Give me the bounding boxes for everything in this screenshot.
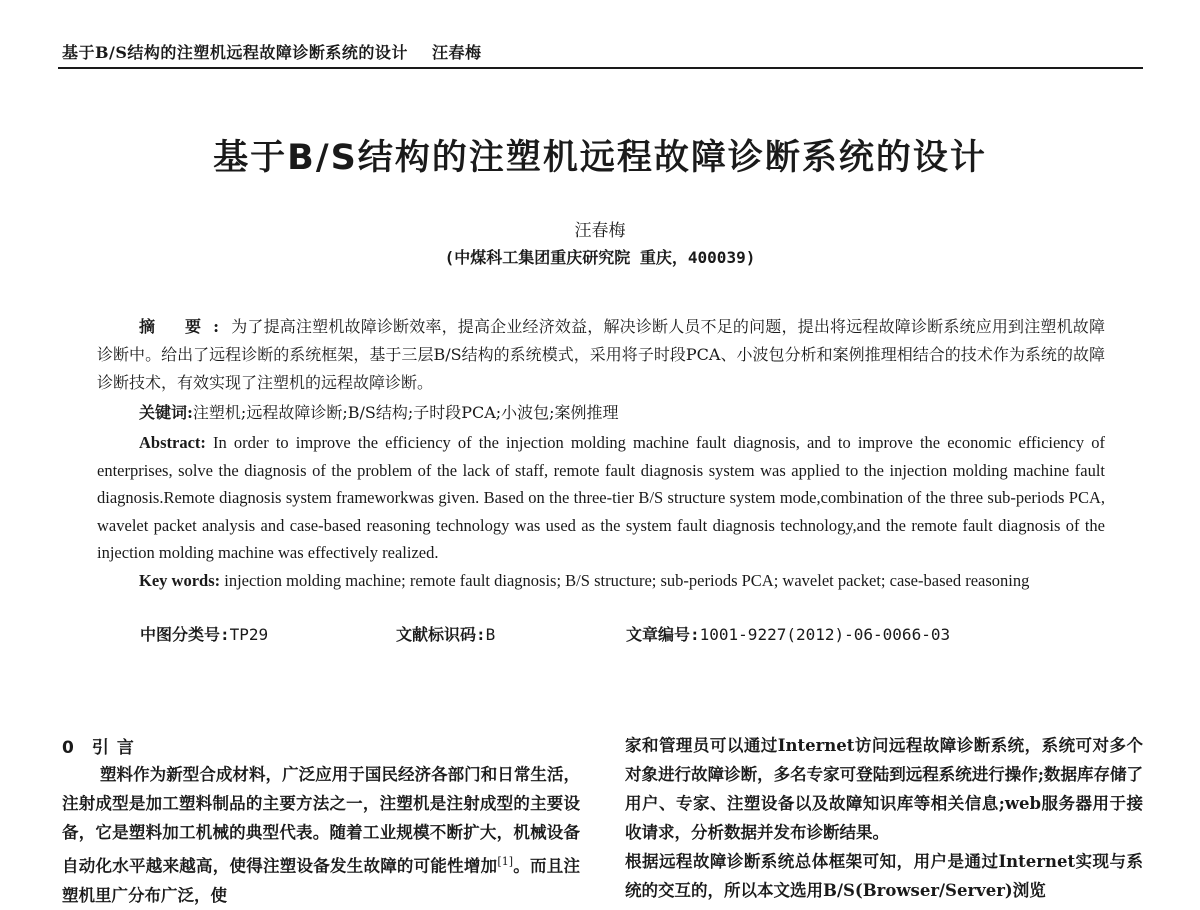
body-right-paragraph-1: 家和管理员可以通过Internet访问远程故障诊断系统，系统可对多个对象进行故障诊断，多名专家可登陆到远程系统进行操作;数据库存储了用户、专家、注塑设备以及故障知识库等相关信息;web服务器用于接收请求，分析数据并发布诊断结果。 (625, 736, 1143, 842)
paper-title: 基于B/S结构的注塑机远程故障诊断系统的设计 (213, 138, 987, 178)
abstract-zh-label: 摘 要: (139, 317, 232, 336)
running-header-title: 基于B/S结构的注塑机远程故障诊断系统的设计 (62, 43, 408, 62)
doc-label: 文献标识码: (396, 625, 486, 644)
citation-ref: [1] (497, 855, 514, 868)
keywords-zh-label: 关键词: (139, 403, 193, 422)
abstract-en-text: In order to improve the efficiency of the injection molding machine fault diagnosis, and to improve the economic efficiency of enterprises, solve the diagnosis of the problem of the lack of staff, remote fault diagnosis system was applied to the injection molding machine fault diagnosis.Remote diagnosis system frameworkwas given. Based on the three-tier B/S structure system mode,combination of the three sub-periods PCA, wavelet packet analysis and case-based reasoning technology was used as the system fault diagnosis technology,and the remote fault diagnosis of the injection molding machine was effectively realized. (97, 433, 1105, 562)
running-header-author: 汪春梅 (431, 43, 482, 62)
abstract-en (97, 429, 1105, 567)
body-right-column (625, 731, 1143, 905)
running-header (62, 40, 481, 63)
clc-value: TP29 (229, 625, 269, 644)
body-left-text-cont: 。而且注塑机里广分布广泛，使 (62, 856, 581, 905)
section-number: 0 (62, 738, 74, 758)
keywords-en-text: injection molding machine; remote fault diagnosis; B/S structure; sub-periods PCA; wavelet packet; case-based reasoning (224, 571, 1030, 590)
abstract-zh-text: 为了提高注塑机故障诊断效率，提高企业经济效益，解决诊断人员不足的问题，提出将远程故障诊断系统应用到注塑机故障诊断中。给出了远程诊断的系统框架，基于三层B/S结构的系统模式，采用将子时段PCA、小波包分析和案例推理相结合的技术作为系统的故障诊断技术，有效实现了注塑机的远程故障诊断。 (97, 317, 1105, 392)
paper-author: 汪春梅 (574, 221, 626, 241)
article-label: 文章编号: (626, 625, 700, 644)
body-left-column (62, 760, 580, 910)
section-heading (62, 733, 142, 758)
header-rule (58, 67, 1143, 69)
keywords-zh-text: 注塑机;远程故障诊断;B/S结构;子时段PCA;小波包;案例推理 (192, 403, 619, 422)
section-title: 引言 (91, 738, 142, 758)
article-value: 1001-9227(2012)-06-0066-03 (699, 625, 951, 644)
keywords-en-label: Key words: (139, 571, 221, 590)
body-left-text: 塑料作为新型合成材料，广泛应用于国民经济各部门和日常生活，注射成型是加工塑料制品的主要方法之一，注塑机是注射成型的主要设备，它是塑料加工机械的典型代表。随着工业规模不断扩大，机械设备自动化水平越来越高，使得注塑设备发生故障的可能性增加 (62, 765, 580, 876)
keywords-zh (139, 399, 619, 427)
keywords-en (97, 567, 1105, 595)
doc-value: B (485, 625, 496, 644)
body-right-paragraph-2: 根据远程故障诊断系统总体框架可知，用户是通过Internet实现与系统的交互的，所以本文选用B/S(Browser/Server)浏览 (625, 852, 1143, 900)
paper-affiliation: (中煤科工集团重庆研究院 重庆，400039) (444, 248, 756, 267)
body-left-paragraph (62, 760, 580, 910)
clc-number (140, 622, 268, 645)
abstract-zh (97, 313, 1105, 397)
article-number (626, 622, 950, 645)
clc-label: 中图分类号: (140, 625, 230, 644)
abstract-en-label: Abstract: (139, 433, 206, 452)
document-code (396, 622, 495, 645)
